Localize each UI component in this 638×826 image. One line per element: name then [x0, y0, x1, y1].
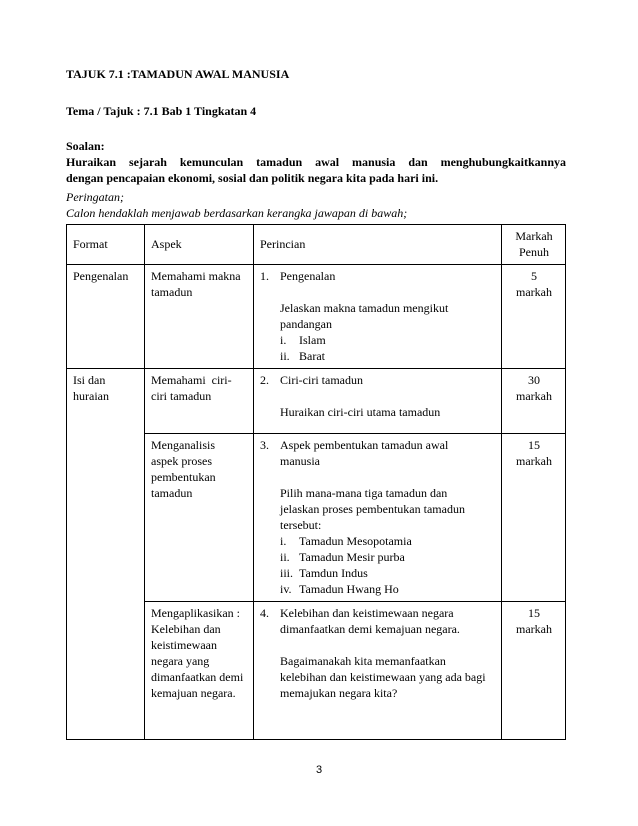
sub-item [260, 533, 496, 549]
sub-item-number: iv. [280, 582, 292, 596]
sub-item-number: i. [280, 333, 287, 347]
item-number: 2. [260, 373, 269, 387]
aspek-line: kemajuan negara. [151, 686, 236, 700]
mark-value: 5 [531, 269, 537, 283]
sub-item [260, 581, 496, 597]
header-markah-line2: Penuh [519, 245, 549, 259]
sub-item-text: Tamadun Mesir purba [299, 550, 405, 564]
header-markah [502, 225, 566, 265]
aspek-line: negara yang [151, 654, 210, 668]
item-title [260, 268, 496, 284]
sub-item [260, 332, 496, 348]
format-line: Isi dan [73, 373, 106, 387]
sub-item-text: Tamadun Hwang Ho [299, 582, 399, 596]
item-number: 3. [260, 438, 269, 452]
aspek-line: aspek proses [151, 454, 212, 468]
item-desc-line: pandangan [280, 317, 332, 331]
table-header-row [67, 225, 566, 265]
item-title-text: Ciri-ciri tamadun [280, 373, 363, 387]
item-title-text: dimanfaatkan demi kemajuan negara. [280, 622, 460, 636]
item-title-text: manusia [280, 454, 320, 468]
item-desc-line: tersebut: [280, 518, 322, 532]
header-markah-line1: Markah [515, 229, 553, 243]
aspek-line: Mengaplikasikan : [151, 606, 240, 620]
item-desc-line: Huraikan ciri-ciri utama tamadun [280, 405, 441, 419]
item-desc-line: jelaskan proses pembentukan tamadun [280, 502, 465, 516]
sub-item-text: Islam [299, 333, 326, 347]
item-title-text: Aspek pembentukan tamadun awal [280, 438, 449, 452]
sub-item-number: iii. [280, 566, 294, 580]
mark-value: 30 [528, 373, 540, 387]
item-number: 4. [260, 606, 269, 620]
table-row [67, 434, 566, 602]
aspek-line: Memahami makna [151, 269, 241, 283]
peringatan-text: Calon hendaklah menjawab berdasarkan kerangka jawapan di bawah; [66, 206, 408, 220]
aspek-line: Menganalisis [151, 438, 215, 452]
cell-perincian [254, 434, 502, 602]
cell-format-empty [67, 602, 145, 740]
mark-unit: markah [516, 454, 552, 468]
mark-unit: markah [516, 285, 552, 299]
aspek-line: ciri tamadun [151, 389, 212, 403]
answer-framework-table [66, 224, 566, 740]
sub-item [260, 348, 496, 364]
item-title [260, 372, 496, 388]
aspek-line: tamadun [151, 486, 193, 500]
cell-perincian [254, 369, 502, 434]
item-desc-line: Pilih mana-mana tiga tamadun dan [280, 486, 448, 500]
header-aspek: Aspek [145, 225, 254, 265]
sub-item [260, 565, 496, 581]
table-row [67, 602, 566, 740]
aspek-line: Kelebihan dan [151, 622, 221, 636]
format-line: huraian [73, 389, 109, 403]
aspek-line: tamadun [151, 285, 193, 299]
item-title-text: Pengenalan [280, 269, 336, 283]
table-row [67, 369, 566, 434]
sub-item-number: ii. [280, 349, 290, 363]
sub-item-number: i. [280, 534, 287, 548]
item-desc-line: kelebihan dan keistimewaan yang ada bagi [280, 670, 486, 684]
sub-item [260, 549, 496, 565]
item-title [260, 437, 496, 453]
aspek-line: dimanfaatkan demi [151, 670, 244, 684]
soalan-line-1: Huraikan sejarah kemunculan tamadun awal manusia dan menghubungkaitkannya [66, 155, 566, 169]
aspek-line: Memahami ciri- [151, 373, 232, 387]
sub-item-text: Barat [299, 349, 325, 363]
sub-item-text: Tamdun Indus [299, 566, 368, 580]
table-row [67, 265, 566, 369]
cell-aspek [145, 369, 254, 434]
cell-aspek [145, 434, 254, 602]
item-desc-line: memajukan negara kita? [280, 686, 398, 700]
cell-aspek [145, 265, 254, 369]
cell-markah [502, 434, 566, 602]
aspek-line: pembentukan [151, 470, 216, 484]
sub-item-text: Tamadun Mesopotamia [299, 534, 412, 548]
header-perincian: Perincian [254, 225, 502, 265]
peringatan-label: Peringatan; [66, 190, 124, 204]
document-heading: TAJUK 7.1 :TAMADUN AWAL MANUSIA [66, 67, 290, 81]
cell-markah [502, 265, 566, 369]
mark-unit: markah [516, 622, 552, 636]
item-desc-line: Jelaskan makna tamadun mengikut [280, 301, 449, 315]
item-title [260, 605, 496, 621]
mark-unit: markah [516, 389, 552, 403]
aspek-line: keistimewaan [151, 638, 217, 652]
cell-format [67, 369, 145, 434]
cell-perincian [254, 602, 502, 740]
mark-value: 15 [528, 606, 540, 620]
cell-format: Pengenalan [67, 265, 145, 369]
sub-item-number: ii. [280, 550, 290, 564]
cell-format-empty [67, 434, 145, 602]
header-format: Format [67, 225, 145, 265]
item-desc-line: Bagaimanakah kita memanfaatkan [280, 654, 446, 668]
soalan-line-2: dengan pencapaian ekonomi, sosial dan politik negara kita pada hari ini. [66, 171, 439, 185]
item-number: 1. [260, 269, 269, 283]
cell-markah [502, 369, 566, 434]
cell-aspek [145, 602, 254, 740]
mark-value: 15 [528, 438, 540, 452]
cell-markah [502, 602, 566, 740]
item-title-text: Kelebihan dan keistimewaan negara [280, 606, 454, 620]
soalan-text [66, 154, 566, 186]
page-number: 3 [315, 764, 323, 776]
soalan-label: Soalan: [66, 139, 105, 153]
cell-perincian [254, 265, 502, 369]
tema-line: Tema / Tajuk : 7.1 Bab 1 Tingkatan 4 [66, 104, 257, 118]
